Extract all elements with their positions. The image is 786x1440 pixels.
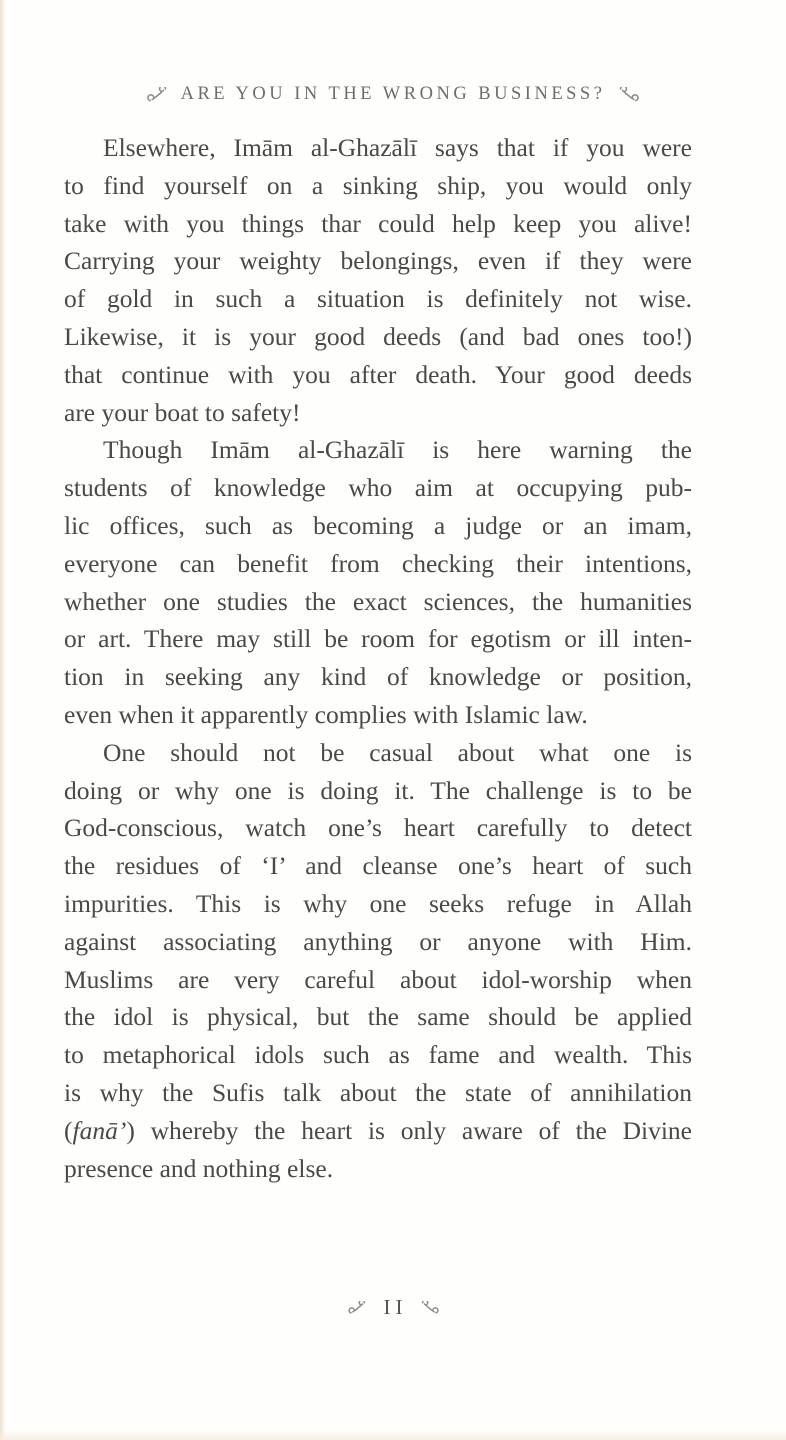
text-line: Though Imām al-Ghazālī is here warning the: [103, 435, 692, 465]
text-block: [64, 129, 692, 1187]
running-head: [0, 84, 786, 105]
text-line: everyone can benefit from checking their intentions,: [64, 548, 692, 578]
fleuron-left-icon: [147, 87, 167, 103]
scan-edge-left: [0, 0, 6, 1440]
fleuron-right-icon: [619, 87, 639, 103]
scan-edge-bottom: [0, 1430, 786, 1440]
text-line: or art. There may still be room for egotism or ill inten-: [64, 624, 692, 654]
running-head-title: ARE YOU IN THE WRONG BUSINESS?: [180, 84, 606, 104]
text-line: are your boat to safety!: [64, 397, 301, 427]
text-line: the idol is physical, but the same should be applied: [64, 1002, 692, 1032]
text-line: Carrying your weighty belongings, even if they were: [64, 246, 692, 276]
text-line: students of knowledge who aim at occupying pub-: [64, 473, 692, 503]
text-line: that continue with you after death. Your good deeds: [64, 359, 692, 389]
text-line: Likewise, it is your good deeds (and bad ones too!): [64, 321, 692, 351]
text-line: whether one studies the exact sciences, the humanities: [64, 586, 692, 616]
text-line: God-conscious, watch one’s heart carefully to detect: [64, 813, 692, 843]
fleuron-right-icon: [421, 1301, 439, 1315]
text-line: to metaphorical idols such as fame and wealth. This: [64, 1040, 692, 1070]
paragraph: [64, 734, 692, 1188]
text-line: presence and nothing else.: [64, 1153, 334, 1183]
text-line: against associating anything or anyone with Him.: [64, 926, 692, 956]
paragraph: [64, 129, 692, 431]
text-line: lic offices, such as becoming a judge or an imam,: [64, 510, 692, 540]
paragraph: [64, 431, 692, 733]
text-line: Elsewhere, Imām al-Ghazālī says that if you were: [103, 133, 692, 162]
text-line: One should not be casual about what one is: [103, 737, 692, 767]
text-line: of gold in such a situation is definitely not wise.: [64, 284, 692, 314]
page-number: II: [383, 1295, 408, 1319]
text-line: Muslims are very careful about idol-worship when: [64, 964, 692, 994]
text-line: is why the Sufis talk about the state of annihilation: [64, 1077, 692, 1107]
text-line: impurities. This is why one seeks refuge in Allah: [64, 888, 692, 918]
text-line: even when it apparently complies with Islamic law.: [64, 699, 588, 729]
text-line: tion in seeking any kind of knowledge or position,: [64, 662, 692, 692]
text-line: doing or why one is doing it. The challenge is to be: [64, 775, 692, 805]
text-line: the residues of ‘I’ and cleanse one’s heart of such: [64, 851, 692, 881]
page-folio: [0, 1295, 786, 1320]
fleuron-left-icon: [348, 1301, 366, 1315]
text-line: to find yourself on a sinking ship, you would only: [64, 170, 692, 200]
text-line: (fanā’) whereby the heart is only aware of the Divine: [64, 1115, 692, 1145]
text-line: take with you things thar could help keep you alive!: [64, 208, 692, 238]
